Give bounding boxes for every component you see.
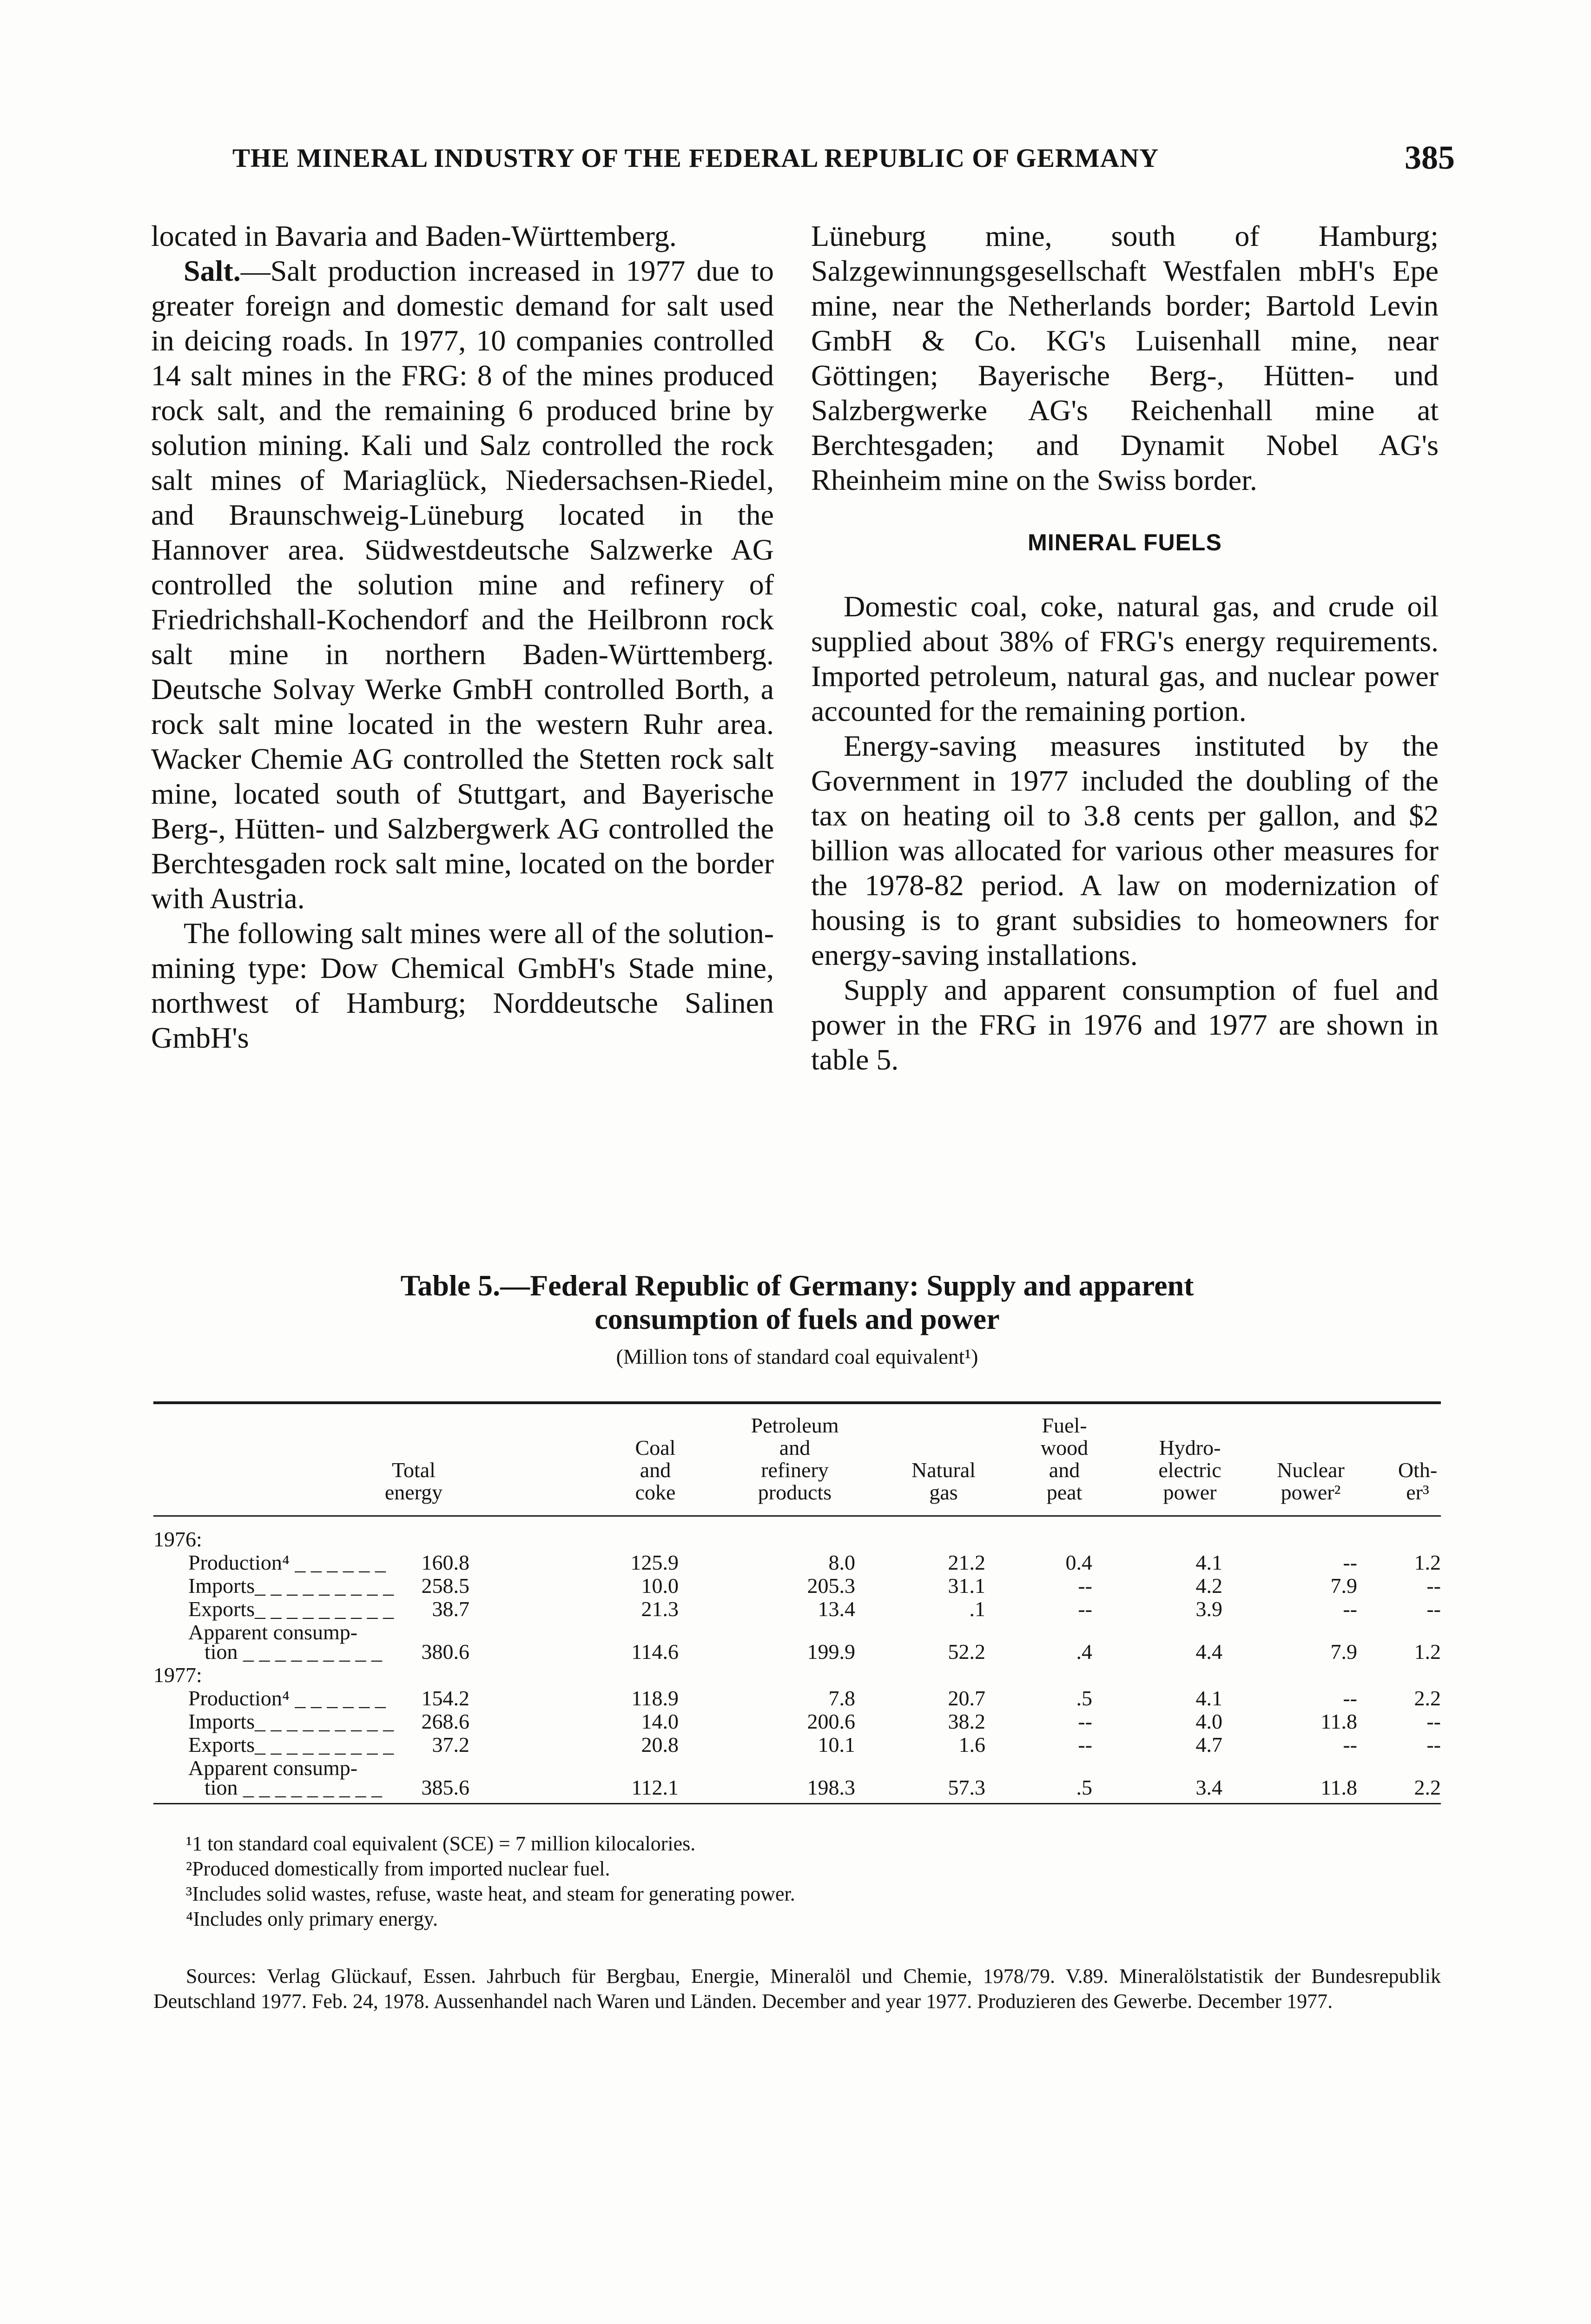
table-unit-note: (Million tons of standard coal equivalent¹) <box>616 1345 978 1368</box>
table-cell: 380.6 <box>421 1640 469 1664</box>
table-cell: 2.2 <box>1414 1776 1441 1799</box>
table-sources: Sources: Verlag Glückauf, Essen. Jahrbuch für Bergbau, Energie, Mineralöl und Chemie, 1978/79. V.89. Mineralölstatistik der Bundesrepublik Deutschland 1977. Feb. 24, 1978. Aussenhandel nach Waren und Länden. December and year 1977. Produzieren des Gewerbe. December 1977. <box>153 1965 1441 2013</box>
table-cell: .5 <box>1076 1776 1092 1799</box>
table-cell: 258.5 <box>421 1574 469 1598</box>
column-header: Nuclear power² <box>1277 1458 1345 1504</box>
paragraph: Supply and apparent consumption of fuel and power in the FRG in 1976 and 1977 are shown in table 5. <box>811 973 1439 1076</box>
table-cell: 37.2 <box>432 1733 469 1756</box>
table-cell: 11.8 <box>1320 1776 1357 1799</box>
run-in-heading-salt: Salt. <box>184 254 241 287</box>
table-cell: 31.1 <box>948 1574 985 1598</box>
table-bottom-rule <box>153 1803 1441 1804</box>
table-cell: 21.3 <box>641 1597 679 1621</box>
table-cell: 10.0 <box>641 1574 679 1598</box>
table-cell: 10.1 <box>818 1733 855 1756</box>
table-cell: 3.9 <box>1195 1597 1222 1621</box>
row-label: Production⁴ _ _ _ _ _ _ <box>188 1686 386 1710</box>
table-cell: -- <box>1343 1597 1357 1621</box>
table-cell: 4.1 <box>1195 1686 1222 1710</box>
salt-paragraph <box>151 253 774 916</box>
year-label: 1977: <box>153 1663 202 1687</box>
table-cell: 7.8 <box>828 1686 855 1710</box>
table-cell: 7.9 <box>1330 1574 1357 1598</box>
table-cell: 4.4 <box>1195 1640 1222 1664</box>
row-label: Imports_ _ _ _ _ _ _ _ _ <box>188 1574 394 1598</box>
table-cell: 4.2 <box>1195 1574 1222 1598</box>
table-cell: 2.2 <box>1414 1686 1441 1710</box>
year-label: 1976: <box>153 1527 202 1551</box>
row-label: tion _ _ _ _ _ _ _ _ _ <box>205 1640 383 1664</box>
table-cell: 14.0 <box>641 1710 679 1733</box>
paragraph: Energy-saving measures instituted by the Government in 1977 included the doubling of the tax on heating oil to 3.8 cents per gallon, and $2 billion was allocated for various other measures for the 1978-82 period. A law on modernization of housing is to grant subsidies to homeowners for energy-saving installations. <box>811 729 1439 971</box>
table-cell: 154.2 <box>421 1686 469 1710</box>
table-cell: 125.9 <box>630 1551 679 1574</box>
table-cell: 114.6 <box>631 1640 679 1664</box>
table-cell: 268.6 <box>421 1710 469 1733</box>
table-cell: 112.1 <box>631 1776 679 1799</box>
table-cell: .1 <box>969 1597 985 1621</box>
table-cell: 198.3 <box>807 1776 855 1799</box>
table-cell: -- <box>1078 1574 1092 1598</box>
table-cell: 1.2 <box>1414 1551 1441 1574</box>
table-cell: 38.2 <box>948 1710 985 1733</box>
paragraph: Lüneburg mine, south of Hamburg; Salzgewinnungsgesellschaft Westfalen mbH's Epe mine, near the Netherlands border; Bartold Levin GmbH & Co. KG's Luisenhall mine, near Göttingen; Bayerische Berg-, Hütten- und Salzbergwerke AG's Reichenhall mine at Berchtesgaden; and Dynamit Nobel AG's Rheinheim mine on the Swiss border. <box>811 219 1439 496</box>
table-cell: -- <box>1426 1733 1441 1756</box>
table-cell: 3.4 <box>1195 1776 1222 1799</box>
row-label: Exports_ _ _ _ _ _ _ _ _ <box>188 1597 394 1621</box>
table-footnotes <box>186 1831 1441 1932</box>
table-cell: 4.1 <box>1195 1551 1222 1574</box>
table-cell: -- <box>1343 1551 1357 1574</box>
footnote: ²Produced domestically from imported nuclear fuel. <box>186 1857 610 1880</box>
column-header: Petroleum and refinery products <box>751 1413 839 1504</box>
table-cell: 160.8 <box>421 1551 469 1574</box>
table-cell: 20.8 <box>641 1733 679 1756</box>
table-cell: 200.6 <box>807 1710 855 1733</box>
table-cell: 1.6 <box>958 1733 985 1756</box>
table-cell: -- <box>1078 1733 1092 1756</box>
column-header: Fuel- wood and peat <box>1040 1413 1089 1504</box>
table-cell: 199.9 <box>807 1640 855 1664</box>
left-column <box>151 218 774 1055</box>
table-cell: -- <box>1426 1710 1441 1733</box>
table-cell: 8.0 <box>828 1551 855 1574</box>
table-cell: 7.9 <box>1330 1640 1357 1664</box>
running-header <box>232 139 1455 176</box>
table-cell: 11.8 <box>1320 1710 1357 1733</box>
table-title-line-2: consumption of fuels and power <box>594 1302 1000 1335</box>
table-cell: 4.7 <box>1195 1733 1222 1756</box>
table-cell: 0.4 <box>1065 1551 1092 1574</box>
column-header: Natural gas <box>911 1458 976 1504</box>
row-label: Exports_ _ _ _ _ _ _ _ _ <box>188 1733 394 1756</box>
footnote: ⁴Includes only primary energy. <box>186 1908 438 1930</box>
table-cell: 4.0 <box>1195 1710 1222 1733</box>
table-cell: 385.6 <box>421 1776 469 1799</box>
table-cell: -- <box>1426 1574 1441 1598</box>
footnote: ¹1 ton standard coal equivalent (SCE) = 7 million kilocalories. <box>186 1832 696 1855</box>
table-cell: 21.2 <box>948 1551 985 1574</box>
right-column <box>811 218 1439 1077</box>
header-rule <box>153 1515 1441 1517</box>
table-cell: .4 <box>1076 1640 1092 1664</box>
footnote: ³Includes solid wastes, refuse, waste heat, and steam for generating power. <box>186 1882 795 1905</box>
supply-consumption-table <box>153 1408 1441 1817</box>
column-header: Coal and coke <box>635 1436 676 1504</box>
table-cell: -- <box>1426 1597 1441 1621</box>
column-header: Total energy <box>384 1458 443 1504</box>
table-cell: -- <box>1343 1686 1357 1710</box>
table-cell: -- <box>1078 1597 1092 1621</box>
table-title-line-1: Table 5.—Federal Republic of Germany: Supply and apparent <box>400 1269 1194 1302</box>
table-cell: 57.3 <box>948 1776 985 1799</box>
table-cell: .5 <box>1076 1686 1092 1710</box>
row-label: Apparent consump- <box>188 1620 358 1644</box>
row-label: Apparent consump- <box>188 1756 358 1780</box>
row-label: tion _ _ _ _ _ _ _ _ _ <box>205 1776 383 1799</box>
table-caption <box>153 1269 1441 1369</box>
page-number: 385 <box>1405 139 1455 176</box>
table-cell: -- <box>1078 1710 1092 1733</box>
table-cell: 20.7 <box>948 1686 985 1710</box>
table-cell: 205.3 <box>807 1574 855 1598</box>
row-label: Production⁴ _ _ _ _ _ _ <box>188 1551 386 1574</box>
table-cell: 38.7 <box>432 1597 469 1621</box>
column-header: Hydro- electric power <box>1158 1436 1221 1504</box>
running-title: THE MINERAL INDUSTRY OF THE FEDERAL REPUBLIC OF GERMANY <box>232 144 1159 173</box>
paragraph-body: —Salt production increased in 1977 due to greater foreign and domestic demand for salt used in deicing roads. In 1977, 10 companies controlled 14 salt mines in the FRG: 8 of the mines produced rock salt, and the remaining 6 produced brine by solution mining. Kali und Salz controlled the rock salt mines of Mariaglück, Niedersachsen-Riedel, and Braunschweig-Lüneburg located in the Hannover area. Südwestdeutsche Salzwerke AG controlled the solution mine and refinery of Friedrichshall-Kochendorf and the Heilbronn rock salt mine in northern Baden-Württemberg. Deutsche Solvay Werke GmbH controlled Borth, a rock salt mine located in the western Ruhr area. Wacker Chemie AG controlled the Stetten rock salt mine, located south of Stuttgart, and Bayerische Berg-, Hütten- und Salzbergwerk AG controlled the Berchtesgaden rock salt mine, located on the border with Austria. <box>151 254 774 915</box>
table-cell: 1.2 <box>1414 1640 1441 1664</box>
paragraph: Domestic coal, coke, natural gas, and crude oil supplied about 38% of FRG's energy requirements. Imported petroleum, natural gas, and nuclear power accounted for the remaining portion. <box>811 590 1439 727</box>
table-cell: 52.2 <box>948 1640 985 1664</box>
paragraph: located in Bavaria and Baden-Württemberg. <box>151 219 677 252</box>
table-cell: 118.9 <box>631 1686 679 1710</box>
paragraph: The following salt mines were all of the solution-mining type: Dow Chemical GmbH's Stade mine, northwest of Hamburg; Norddeutsche Salinen GmbH's <box>151 917 774 1054</box>
table-cell: 13.4 <box>818 1597 855 1621</box>
column-header: Oth- er³ <box>1398 1458 1438 1504</box>
table-top-rule <box>153 1401 1441 1404</box>
row-label: Imports_ _ _ _ _ _ _ _ _ <box>188 1710 394 1733</box>
table-cell: -- <box>1343 1733 1357 1756</box>
section-heading-mineral-fuels: MINERAL FUELS <box>1028 529 1222 555</box>
